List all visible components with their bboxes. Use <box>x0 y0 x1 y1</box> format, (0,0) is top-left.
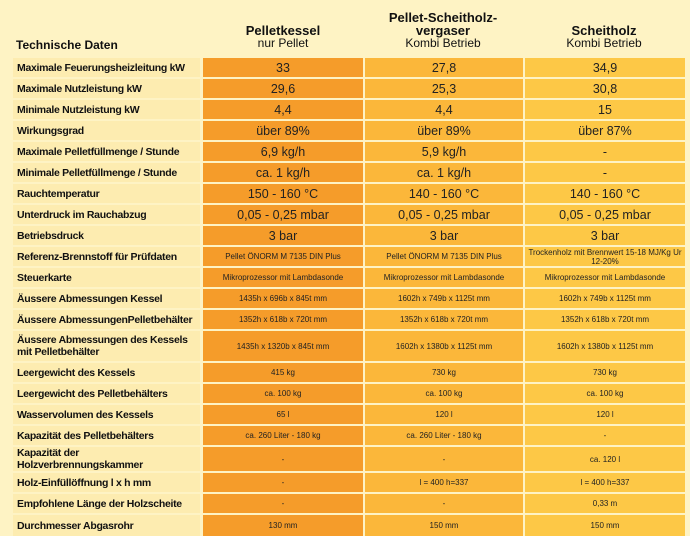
row-value-col1: ca. 100 kg <box>203 382 363 403</box>
row-value-col1: - <box>203 445 363 471</box>
row-label: Wirkungsgrad <box>13 119 203 140</box>
row-value-col3: 30,8 <box>523 77 685 98</box>
row-value-col1: ca. 1 kg/h <box>203 161 363 182</box>
row-value-col3: 150 mm <box>523 513 685 536</box>
row-label: Minimale Pelletfüllmenge / Stunde <box>13 161 203 182</box>
row-value-col2: 1352h x 618b x 720t mm <box>363 308 523 329</box>
row-label: Maximale Pelletfüllmenge / Stunde <box>13 140 203 161</box>
row-value-col1: 130 mm <box>203 513 363 536</box>
row-value-col2: 1602h x 749b x 1125t mm <box>363 287 523 308</box>
header-pelletkessel-title: Pelletkessel <box>245 23 321 38</box>
row-value-col3: Mikroprozessor mit Lambdasonde <box>523 266 685 287</box>
table-row <box>13 56 685 77</box>
row-value-col2: 0,05 - 0,25 mbar <box>363 203 523 224</box>
row-value-col1: 65 l <box>203 403 363 424</box>
row-value-col3: l = 400 h=337 <box>523 471 685 492</box>
table-row <box>13 513 685 536</box>
header-row <box>13 4 685 56</box>
row-value-col3: 15 <box>523 98 685 119</box>
row-label: Wasservolumen des Kessels <box>13 403 203 424</box>
header-vergaser-sub: Kombi Betrieb <box>405 36 481 50</box>
row-value-col1: 6,9 kg/h <box>203 140 363 161</box>
row-value-col1: Pellet ÖNORM M 7135 DIN Plus <box>203 245 363 266</box>
table-row <box>13 77 685 98</box>
row-label: Betriebsdruck <box>13 224 203 245</box>
row-value-col3: - <box>523 140 685 161</box>
row-label: Referenz-Brennstoff für Prüfdaten <box>13 245 203 266</box>
row-value-col2: 1602h x 1380b x 1125t mm <box>363 329 523 361</box>
row-value-col3: 120 l <box>523 403 685 424</box>
row-label: Steuerkarte <box>13 266 203 287</box>
table-row <box>13 287 685 308</box>
table-row <box>13 161 685 182</box>
table-row <box>13 382 685 403</box>
header-scheitholz-sub: Kombi Betrieb <box>566 36 642 50</box>
header-pelletkessel-sub: nur Pellet <box>257 36 309 50</box>
row-label: Unterdruck im Rauchabzug <box>13 203 203 224</box>
row-value-col1: 150 - 160 °C <box>203 182 363 203</box>
table-row <box>13 329 685 361</box>
row-label: Empfohlene Länge der Holzscheite <box>13 492 203 513</box>
row-label: Minimale Nutzleistung kW <box>13 98 203 119</box>
row-value-col1: 1352h x 618b x 720t mm <box>203 308 363 329</box>
row-value-col2: ca. 1 kg/h <box>363 161 523 182</box>
row-value-col2: - <box>363 445 523 471</box>
row-value-col2: 4,4 <box>363 98 523 119</box>
row-value-col3: 0,05 - 0,25 mbar <box>523 203 685 224</box>
table-row <box>13 140 685 161</box>
row-value-col2: ca. 100 kg <box>363 382 523 403</box>
table-row <box>13 424 685 445</box>
row-label: Durchmesser Abgasrohr <box>13 513 203 536</box>
row-value-col3: Trockenholz mit Brennwert 15-18 MJ/Kg Ur 12-20% <box>523 245 685 266</box>
table-row <box>13 445 685 471</box>
row-label: Leergewicht des Kessels <box>13 361 203 382</box>
row-value-col3: ca. 100 kg <box>523 382 685 403</box>
row-value-col2: über 89% <box>363 119 523 140</box>
technical-data-table <box>13 4 685 536</box>
table-row <box>13 361 685 382</box>
row-value-col3: 1602h x 1380b x 1125t mm <box>523 329 685 361</box>
row-label: Äussere Abmessungen des Kessels mit Pelletbehälter <box>13 329 203 361</box>
row-value-col1: 0,05 - 0,25 mbar <box>203 203 363 224</box>
table-row <box>13 245 685 266</box>
table-row <box>13 492 685 513</box>
header-vergaser <box>363 4 523 56</box>
table-row <box>13 98 685 119</box>
row-value-col1: ca. 260 Liter - 180 kg <box>203 424 363 445</box>
row-value-col2: 150 mm <box>363 513 523 536</box>
table-row <box>13 203 685 224</box>
row-value-col1: über 89% <box>203 119 363 140</box>
row-label: Maximale Feuerungsheizleitung kW <box>13 56 203 77</box>
table-row <box>13 182 685 203</box>
row-value-col2: 3 bar <box>363 224 523 245</box>
row-value-col3: - <box>523 424 685 445</box>
row-value-col3: über 87% <box>523 119 685 140</box>
row-value-col2: ca. 260 Liter - 180 kg <box>363 424 523 445</box>
row-value-col3: 34,9 <box>523 56 685 77</box>
row-value-col1: 3 bar <box>203 224 363 245</box>
header-scheitholz-title: Scheitholz <box>571 23 637 38</box>
table-row <box>13 119 685 140</box>
row-value-col1: 1435h x 1320b x 845t mm <box>203 329 363 361</box>
row-value-col1: 29,6 <box>203 77 363 98</box>
row-label: Kapazität der Holzverbrennungskammer <box>13 445 203 471</box>
row-value-col3: ca. 120 l <box>523 445 685 471</box>
row-value-col1: Mikroprozessor mit Lambdasonde <box>203 266 363 287</box>
row-value-col1: 4,4 <box>203 98 363 119</box>
row-value-col2: 140 - 160 °C <box>363 182 523 203</box>
header-vergaser-title: Pellet-Scheitholz- vergaser <box>388 10 498 38</box>
table-row <box>13 403 685 424</box>
row-label: Rauchtemperatur <box>13 182 203 203</box>
row-label: Kapazität des Pelletbehälters <box>13 424 203 445</box>
row-value-col2: 120 l <box>363 403 523 424</box>
header-pelletkessel <box>203 4 363 56</box>
row-label: Äussere Abmessungen Kessel <box>13 287 203 308</box>
row-value-col1: 415 kg <box>203 361 363 382</box>
row-value-col2: 25,3 <box>363 77 523 98</box>
table-row <box>13 308 685 329</box>
row-value-col1: - <box>203 471 363 492</box>
row-value-col2: Mikroprozessor mit Lambdasonde <box>363 266 523 287</box>
table-row <box>13 266 685 287</box>
row-value-col2: - <box>363 492 523 513</box>
table-row <box>13 471 685 492</box>
header-scheitholz <box>523 4 685 56</box>
row-value-col1: - <box>203 492 363 513</box>
row-value-col3: 3 bar <box>523 224 685 245</box>
row-label: Äussere AbmessungenPelletbehälter <box>13 308 203 329</box>
row-value-col2: 730 kg <box>363 361 523 382</box>
table-body <box>13 56 685 536</box>
row-value-col1: 1435h x 696b x 845t mm <box>203 287 363 308</box>
row-value-col1: 33 <box>203 56 363 77</box>
row-value-col3: 0,33 m <box>523 492 685 513</box>
row-value-col3: 730 kg <box>523 361 685 382</box>
row-value-col3: 1602h x 749b x 1125t mm <box>523 287 685 308</box>
header-technische-daten: Technische Daten <box>16 38 118 52</box>
row-value-col3: 140 - 160 °C <box>523 182 685 203</box>
table-row <box>13 224 685 245</box>
row-value-col2: l = 400 h=337 <box>363 471 523 492</box>
row-value-col2: 5,9 kg/h <box>363 140 523 161</box>
row-value-col2: 27,8 <box>363 56 523 77</box>
row-label: Holz-Einfüllöffnung l x h mm <box>13 471 203 492</box>
row-label: Leergewicht des Pelletbehälters <box>13 382 203 403</box>
row-value-col2: Pellet ÖNORM M 7135 DIN Plus <box>363 245 523 266</box>
row-label: Maximale Nutzleistung kW <box>13 77 203 98</box>
row-value-col3: 1352h x 618b x 720t mm <box>523 308 685 329</box>
row-value-col3: - <box>523 161 685 182</box>
